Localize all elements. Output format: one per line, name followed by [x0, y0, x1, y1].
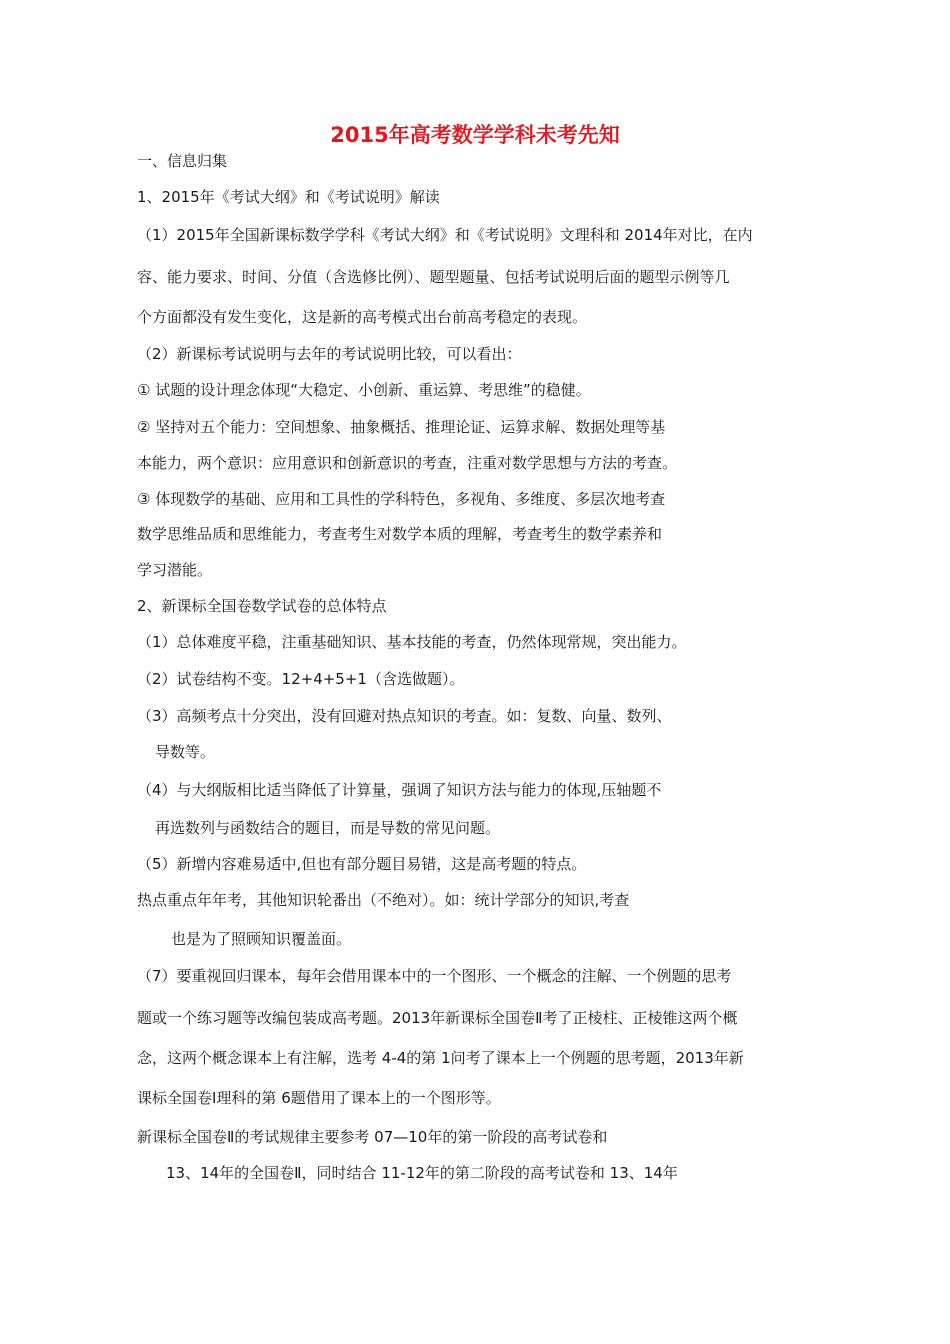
subsection-heading: 2、新课标全国卷数学试卷的总体特点 — [137, 597, 387, 615]
paragraph-line: 热点重点年年考，其他知识轮番出（不绝对）。如：统计学部分的知识,考查 — [137, 891, 630, 909]
paragraph-line: 个方面都没有发生变化，这是新的高考模式出台前高考稳定的表现。 — [137, 308, 588, 326]
list-item: （2）试卷结构不变。12+4+5+1（含选做题）。 — [137, 670, 465, 688]
paragraph-line: 数学思维品质和思维能力，考查考生对数学本质的理解，考查考生的数学素养和 — [137, 525, 663, 543]
document-title: 2015年高考数学学科未考先知 — [330, 123, 620, 147]
list-item: （1）总体难度平稳，注重基础知识、基本技能的考查，仍然体现常规，突出能力。 — [137, 633, 687, 651]
paragraph-line: 导数等。 — [155, 743, 216, 761]
paragraph-line: 13、14年的全国卷Ⅱ，同时结合 11-12年的第二阶段的高考试卷和 13、14年 — [166, 1164, 678, 1182]
subsection-heading: 1、2015年《考试大纲》和《考试说明》解读 — [137, 188, 440, 206]
list-item: （5）新增内容难易适中,但也有部分题目易错，这是高考题的特点。 — [137, 855, 587, 873]
paragraph-line: （2）新课标考试说明与去年的考试说明比较，可以看出： — [137, 345, 522, 363]
list-item: （3）高频考点十分突出，没有回避对热点知识的考查。如：复数、向量、数列、 — [137, 707, 672, 725]
list-item: ① 试题的设计理念体现“大稳定、小创新、重运算、考思维”的稳健。 — [137, 381, 591, 399]
paragraph-line: 再选数列与函数结合的题目，而是导数的常见问题。 — [155, 819, 501, 837]
list-item: （4）与大纲版相比适当降低了计算量，强调了知识方法与能力的体现,压轴题不 — [137, 781, 662, 799]
paragraph-line: 课标全国卷Ⅰ理科的第 6题借用了课本上的一个图形等。 — [137, 1089, 501, 1107]
paragraph-line: 本能力，两个意识：应用意识和创新意识的考查，注重对数学思想与方法的考查。 — [137, 454, 678, 472]
section-heading: 一、信息归集 — [137, 152, 228, 170]
paragraph-line: 学习潜能。 — [137, 561, 213, 579]
list-item: ② 坚持对五个能力：空间想象、抽象概括、推理论证、运算求解、数据处理等基 — [137, 418, 666, 436]
list-item: （7）要重视回归课本，每年会借用课本中的一个图形、一个概念的注解、一个例题的思考 — [137, 967, 732, 985]
paragraph-line: 念，这两个概念课本上有注解，选考 4-4的第 1问考了课本上一个例题的思考题，2013年新 — [137, 1049, 744, 1067]
paragraph-line: 题或一个练习题等改编包装成高考题。2013年新课标全国卷Ⅱ考了正棱柱、正棱锥这两个概 — [137, 1009, 738, 1027]
paragraph-line: 也是为了照顾知识覆盖面。 — [171, 930, 352, 948]
paragraph-line: 新课标全国卷Ⅱ的考试规律主要参考 07—10年的第一阶段的高考试卷和 — [137, 1128, 608, 1146]
list-item: ③ 体现数学的基础、应用和工具性的学科特色，多视角、多维度、多层次地考查 — [137, 490, 666, 508]
paragraph-line: （1）2015年全国新课标数学学科《考试大纲》和《考试说明》文理科和 2014年对比，在内 — [137, 226, 753, 244]
paragraph-line: 容、能力要求、时间、分值（含选修比例）、题型题量、包括考试说明后面的题型示例等几 — [137, 268, 730, 286]
